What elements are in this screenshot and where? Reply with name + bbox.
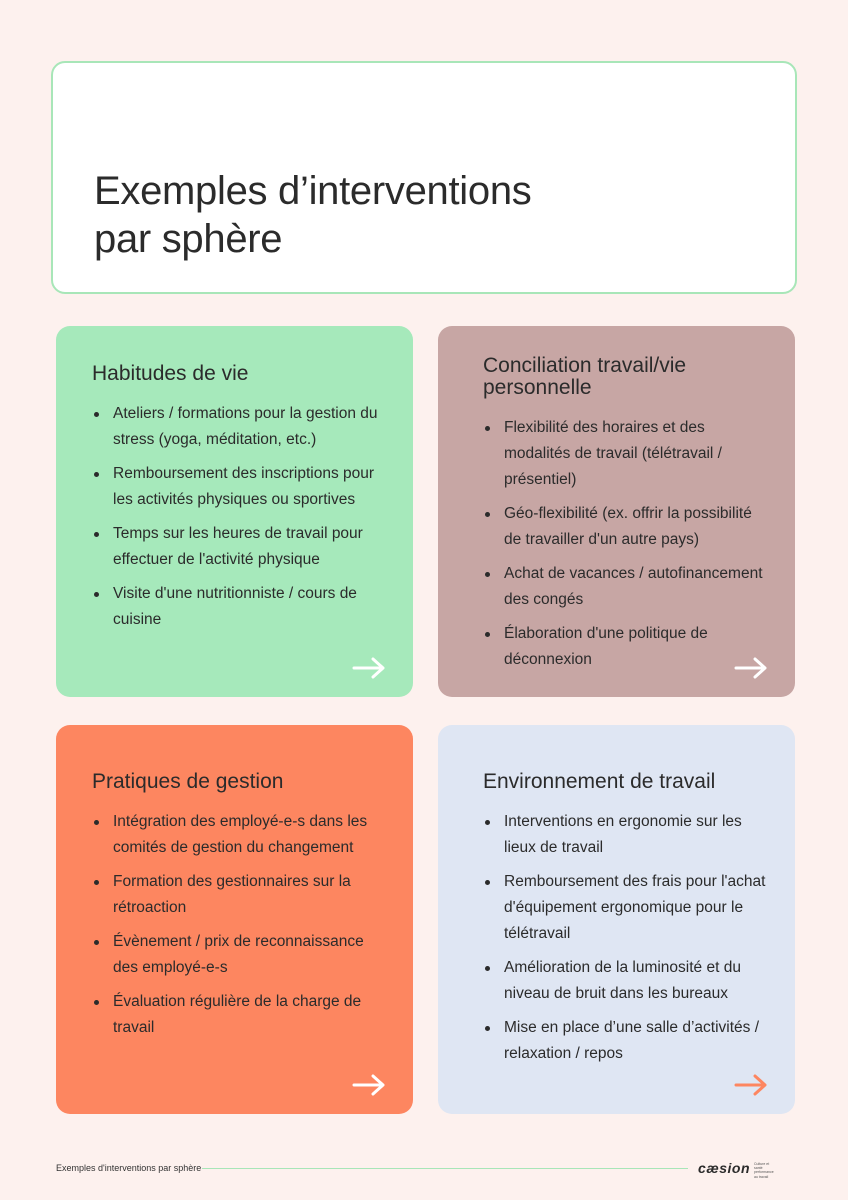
list-item [483,501,771,553]
card-list [483,415,771,673]
card-list [92,809,389,1041]
bullet-icon [485,1026,490,1031]
card-environnement-de-travail [438,725,795,1114]
list-item-text: Amélioration de la luminosité et du niveau de bruit dans les bureaux [504,959,741,1002]
list-item-text: Ateliers / formations pour la gestion du stress (yoga, méditation, etc.) [113,405,378,448]
list-item-text: Évènement / prix de reconnaissance des employé-e-s [113,933,364,976]
list-item-text: Interventions en ergonomie sur les lieux de travail [504,813,742,856]
card-heading: Habitudes de vie [92,362,249,385]
list-item [483,415,771,493]
arrow-right-icon[interactable] [352,657,386,679]
bullet-icon [94,532,99,537]
card-heading: Conciliation travail/vie personnelle [483,354,687,399]
brand-tagline: Culture et santé performance au travail [754,1162,774,1179]
bullet-icon [94,1000,99,1005]
bullet-icon [94,472,99,477]
list-item [483,955,771,1007]
brand-logo [698,1160,776,1179]
list-item [92,581,389,633]
card-habitudes-de-vie [56,326,413,697]
list-item-text: Élaboration d'une politique de déconnexion [504,625,708,668]
card-pratiques-de-gestion [56,725,413,1114]
list-item [92,989,389,1041]
list-item [92,461,389,513]
footer-divider [202,1168,688,1169]
list-item [483,621,771,673]
card-heading: Pratiques de gestion [92,770,284,793]
card-heading: Environnement de travail [483,770,716,793]
list-item [92,869,389,921]
list-item [483,809,771,861]
list-item-text: Géo-flexibilité (ex. offrir la possibilité de travailler d'un autre pays) [504,505,752,548]
bullet-icon [94,940,99,945]
list-item-text: Remboursement des frais pour l'achat d'équipement ergonomique pour le télétravail [504,873,766,942]
list-item-text: Intégration des employé-e-s dans les comités de gestion du changement [113,813,368,856]
list-item [483,1015,771,1067]
list-item-text: Temps sur les heures de travail pour effectuer de l'activité physique [113,525,363,568]
footer-text: Exemples d'interventions par sphère [56,1163,202,1173]
list-item [92,521,389,573]
list-item-text: Formation des gestionnaires sur la rétroaction [113,873,351,916]
arrow-right-icon[interactable] [734,657,768,679]
bullet-icon [485,820,490,825]
list-item [483,869,771,947]
arrow-right-icon[interactable] [734,1074,768,1096]
list-item-text: Remboursement des inscriptions pour les activités physiques ou sportives [113,465,375,508]
list-item [483,561,771,613]
card-conciliation-travail-vie [438,326,795,697]
title-card [51,61,797,294]
card-list [92,401,389,633]
page-title: Exemples d’interventions par sphère [94,169,532,261]
bullet-icon [485,966,490,971]
bullet-icon [485,426,490,431]
bullet-icon [94,880,99,885]
bullet-icon [485,880,490,885]
list-item-text: Flexibilité des horaires et des modalités de travail (télétravail / présentiel) [504,419,722,488]
card-list [483,809,771,1067]
list-item [92,809,389,861]
bullet-icon [94,820,99,825]
bullet-icon [485,512,490,517]
bullet-icon [94,412,99,417]
bullet-icon [94,592,99,597]
list-item-text: Achat de vacances / autofinancement des congés [504,565,763,608]
brand-name: cæsion [698,1160,751,1176]
bullet-icon [485,572,490,577]
list-item [92,401,389,453]
list-item [92,929,389,981]
list-item-text: Mise en place d’une salle d’activités / relaxation / repos [504,1019,760,1062]
bullet-icon [485,632,490,637]
arrow-right-icon[interactable] [352,1074,386,1096]
list-item-text: Visite d'une nutritionniste / cours de cuisine [113,585,357,628]
list-item-text: Évaluation régulière de la charge de travail [113,993,362,1036]
